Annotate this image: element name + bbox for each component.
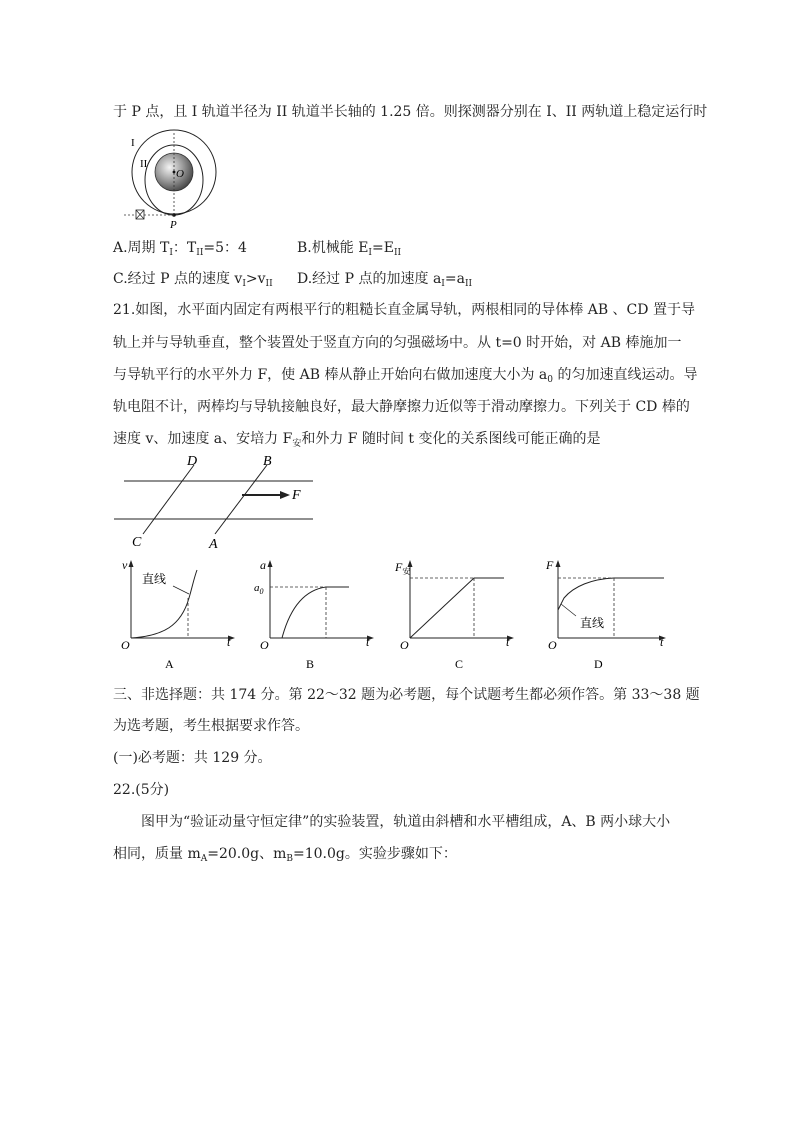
rod-AB — [215, 465, 267, 534]
graph-D-y-axis: F — [546, 558, 554, 572]
label-I: I — [131, 137, 135, 149]
probe-icon — [136, 210, 144, 219]
label-P: P — [170, 219, 177, 230]
label-C: C — [132, 535, 142, 550]
option-A[interactable]: A.周期 $T_I$：$T_{II}=5$：4 — [113, 240, 247, 258]
graph-C-letter: C — [455, 657, 464, 670]
label-B: B — [263, 454, 272, 469]
graph-D-x-axis: t — [660, 635, 664, 649]
q22-head: 22.(5分) — [113, 782, 170, 798]
rod-CD — [143, 465, 194, 534]
graph-D-note: 直线 — [580, 616, 605, 630]
graph-C[interactable] — [392, 558, 527, 670]
q22-line-2: 相同，质量 $m_A=20.0g$、$m_B=10.0g$。实验步骤如下： — [113, 846, 457, 864]
graph-A[interactable] — [113, 558, 248, 670]
option-B[interactable]: B.机械能 $E_I=E_{II}$ — [297, 240, 402, 258]
graph-D-curve — [558, 578, 664, 610]
graph-B-letter: B — [306, 657, 315, 670]
graph-B-curve — [282, 587, 349, 638]
rails-figure — [110, 452, 325, 552]
graph-C-origin: O — [400, 638, 409, 652]
section3-line-2: 为选考题，考生根据要求作答。 — [113, 718, 309, 734]
label-F: F — [292, 488, 301, 503]
q21-line-2: 轨上并与导轨垂直，整个装置处于竖直方向的匀强磁场中。从 t=0 时开始，对 AB 棒施加一 — [113, 335, 682, 351]
label-D: D — [187, 454, 198, 469]
section3-line-1: 三、非选择题：共 174 分。第 22～32 题为必考题，每个试题考生都必须作答。第 33～38 题 — [113, 687, 700, 703]
graph-A-x-axis: t — [227, 635, 231, 649]
graph-B-y-mark: $a_0$ — [254, 582, 264, 596]
graph-C-curve — [410, 578, 504, 638]
graph-A-origin: O — [121, 638, 130, 652]
graph-C-x-axis: t — [506, 635, 510, 649]
section3-sub: (一)必考题：共 129 分。 — [113, 750, 272, 766]
label-O: O — [176, 168, 184, 180]
q21-line-1: 21.如图，水平面内固定有两根平行的粗糙长直金属导轨，两根相同的导体棒 AB 、CD 置于导 — [113, 302, 695, 318]
label-II: II — [140, 158, 148, 170]
q20-stem-tail: 于 P 点，且 I 轨道半径为 II 轨道半长轴的 1.25 倍。则探测器分别在 I、II 两轨道上稳定运行时 — [113, 104, 708, 120]
option-D[interactable]: D.经过 P 点的加速度 $a_I=a_{II}$ — [297, 271, 473, 289]
option-C[interactable]: C.经过 P 点的速度 $v_I>v_{II}$ — [113, 271, 273, 289]
q21-line-3: 与导轨平行的水平外力 F，使 AB 棒从静止开始向右做加速度大小为 $a_0$ 的匀加速直线运动。导 — [113, 367, 698, 385]
graph-D-letter: D — [594, 657, 603, 670]
orbit-figure — [118, 128, 228, 230]
graph-D-origin: O — [548, 638, 557, 652]
graph-B-x-axis: t — [366, 635, 370, 649]
graph-C-y-axis: $F_安$ — [395, 560, 411, 576]
graph-A-letter: A — [165, 657, 174, 670]
q21-line-4: 轨电阻不计，两棒均与导轨接触良好，最大静摩擦力近似等于滑动摩擦力。下列关于 CD 棒的 — [113, 399, 690, 415]
graph-D[interactable] — [540, 558, 675, 670]
graph-B-origin: O — [260, 638, 269, 652]
graph-B[interactable] — [252, 558, 387, 670]
graph-A-note: 直线 — [142, 572, 167, 586]
graph-B-y-axis: a — [260, 558, 266, 572]
q21-line-5: 速度 v、加速度 a、安培力 $F_安$和外力 F 随时间 t 变化的关系图线可能正确的是 — [113, 431, 601, 449]
q22-line-1: 图甲为“验证动量守恒定律”的实验装置，轨道由斜槽和水平槽组成，A、B 两小球大小 — [141, 814, 671, 830]
graph-A-y-axis: v — [122, 558, 128, 572]
label-A: A — [209, 537, 218, 552]
